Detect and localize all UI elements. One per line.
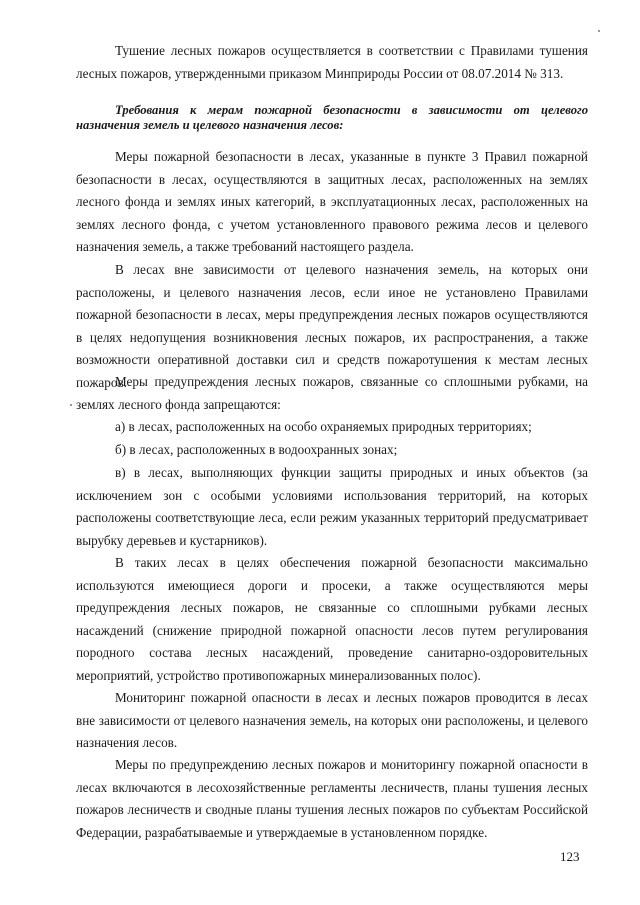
- list-item-a: а) в лесах, расположенных на особо охраняемых природных территориях;: [115, 419, 532, 434]
- document-page: [76, 0, 588, 905]
- paragraph-safety-measures: Меры пожарной безопасности в лесах, указанные в пункте 3 Правил пожарной безопасности в лесах, осуществляются в защитных лесах, расположенных на землях лесного фонда и землях иных категорий, в эксплуатационных лесах, расположенных на землях лесного фонда, с учетом установленного правового режима лесов и целевого назначения земель, а также требований настоящего раздела.: [76, 149, 588, 255]
- paragraph-fire-suppression: Тушение лесных пожаров осуществляется в соответствии с Правилами тушения лесных пожаров, утвержденными приказом Минприроды России от 08.07.2014 № 313.: [76, 43, 588, 81]
- page-number: 123: [560, 849, 580, 864]
- list-item-c: в) в лесах, выполняющих функции защиты природных и иных объектов (за исключением зон с особыми условиями использования территорий, на которых расположены соответствующие леса, если режим указанных территорий предусматривает вырубку деревьев и кустарников).: [76, 465, 588, 548]
- list-item-b: б) в лесах, расположенных в водоохранных зонах;: [115, 442, 398, 457]
- section-heading: Требования к мерам пожарной безопасности в зависимости от целевого назначения земель и целевого назначения лесов:: [76, 103, 588, 132]
- paragraph-regulations: Меры по предупреждению лесных пожаров и мониторингу пожарной опасности в лесах включаются в лесохозяйственные регламенты лесничеств, планы тушения лесных пожаров лесничеств и сводные планы тушения лесных пожаров по субъектам Российской Федерации, разрабатываемые и утверждаемые в установленном порядке.: [76, 757, 588, 840]
- paragraph-prevention: В лесах вне зависимости от целевого назначения земель, на которых они расположены, и целевого назначения лесов, если иное не установлено Правилами пожарной безопасности в лесах, меры предупреждения лесных пожаров осуществляются в целях недопущения возникновения лесных пожаров, их распространения, а также возможности оперативной доставки сил и средств пожаротушения к местам лесных пожаров.: [76, 262, 588, 390]
- scan-speck: [70, 404, 72, 406]
- paragraph-monitoring: Мониторинг пожарной опасности в лесах и лесных пожаров проводится в лесах вне зависимости от целевого назначения земель, на которых они расположены, и целевого назначения лесов.: [76, 690, 588, 751]
- scan-speck: [598, 30, 600, 32]
- paragraph-roads: В таких лесах в целях обеспечения пожарной безопасности максимально используются имеющиеся дороги и просеки, а также осуществляются меры предупреждения лесных пожаров, не связанные со сплошными рубками лесных насаждений (снижение природной пожарной опасности лесов путем регулирования породного состава лесных насаждений, проведение санитарно-оздоровительных мероприятий, устройство противопожарных минерализованных полос).: [76, 555, 588, 683]
- paragraph-clear-cutting: Меры предупреждения лесных пожаров, связанные со сплошными рубками, на землях лесного фонда запрещаются:: [76, 374, 588, 412]
